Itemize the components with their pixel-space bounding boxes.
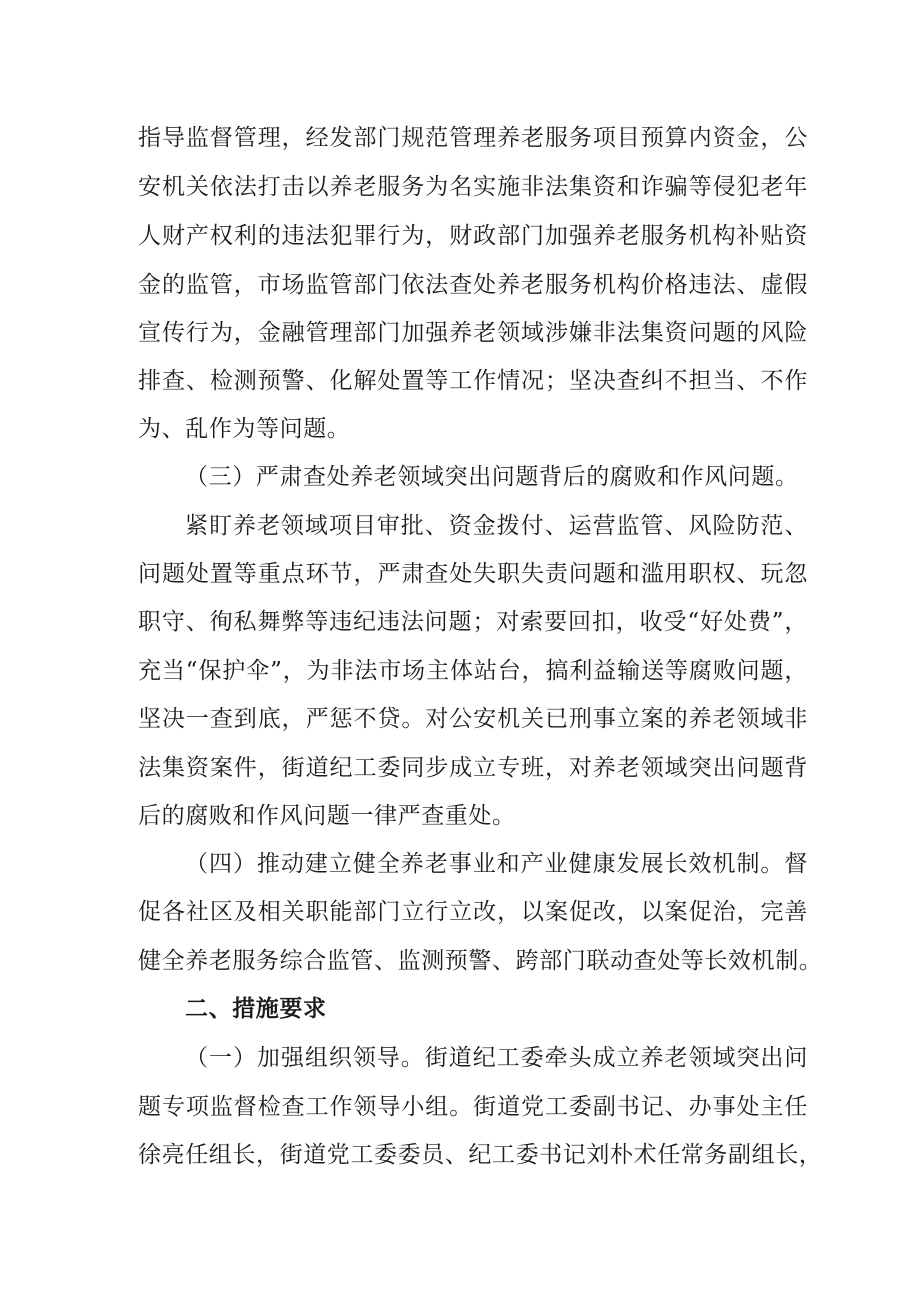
text-line: 安机关依法打击以养老服务为名实施非法集资和诈骗等侵犯老年 <box>138 174 808 200</box>
text-line: 金的监管，市场监管部门依法查处养老服务机构价格违法、虚假 <box>138 272 808 298</box>
chapter-heading: 二、措施要求 <box>185 996 327 1022</box>
text-line: （一）加强组织领导。街道纪工委牵头成立养老领域突出问 <box>185 1045 808 1071</box>
text-line: 法集资案件，街道纪工委同步成立专班，对养老领域突出问题背 <box>138 755 808 781</box>
section-heading: （四）推动建立健全养老事业和产业健康发展长效机制。督 <box>185 851 808 877</box>
text-line: 排查、检测预警、化解处置等工作情况；坚决查纠不担当、不作 <box>138 368 808 394</box>
text-line: 紧盯养老领域项目审批、资金拨付、运营监管、风险防范、 <box>185 513 808 539</box>
text-line: 宣传行为，金融管理部门加强养老领域涉嫌非法集资问题的风险 <box>138 320 808 346</box>
text-line: 后的腐败和作风问题一律严查重处。 <box>138 803 516 829</box>
text-line: 徐亮任组长，街道党工委委员、纪工委书记刘朴术任常务副组长， <box>138 1142 823 1168</box>
text-line: 人财产权利的违法犯罪行为，财政部门加强养老服务机构补贴资 <box>138 223 808 249</box>
text-line: 为、乱作为等问题。 <box>138 416 351 442</box>
text-line: 充当“保护伞”，为非法市场主体站台，搞利益输送等腐败问题， <box>138 658 808 684</box>
text-line: 问题处置等重点环节，严肃查处失职失责问题和滥用职权、玩忽 <box>138 561 808 587</box>
text-line: 坚决一查到底，严惩不贷。对公安机关已刑事立案的养老领域非 <box>138 706 808 732</box>
text-line: 指导监督管理，经发部门规范管理养老服务项目预算内资金，公 <box>138 125 808 151</box>
text-line: 促各社区及相关职能部门立行立改，以案促改，以案促治，完善 <box>138 899 808 925</box>
text-line: 职守、徇私舞弊等违纪违法问题；对索要回扣，收受“好处费”， <box>138 609 808 635</box>
text-line: 题专项监督检查工作领导小组。街道党工委副书记、办事处主任 <box>138 1094 808 1120</box>
text-line: 健全养老服务综合监管、监测预警、跨部门联动查处等长效机制。 <box>138 948 823 974</box>
section-heading: （三）严肃查处养老领域突出问题背后的腐败和作风问题。 <box>185 464 799 490</box>
